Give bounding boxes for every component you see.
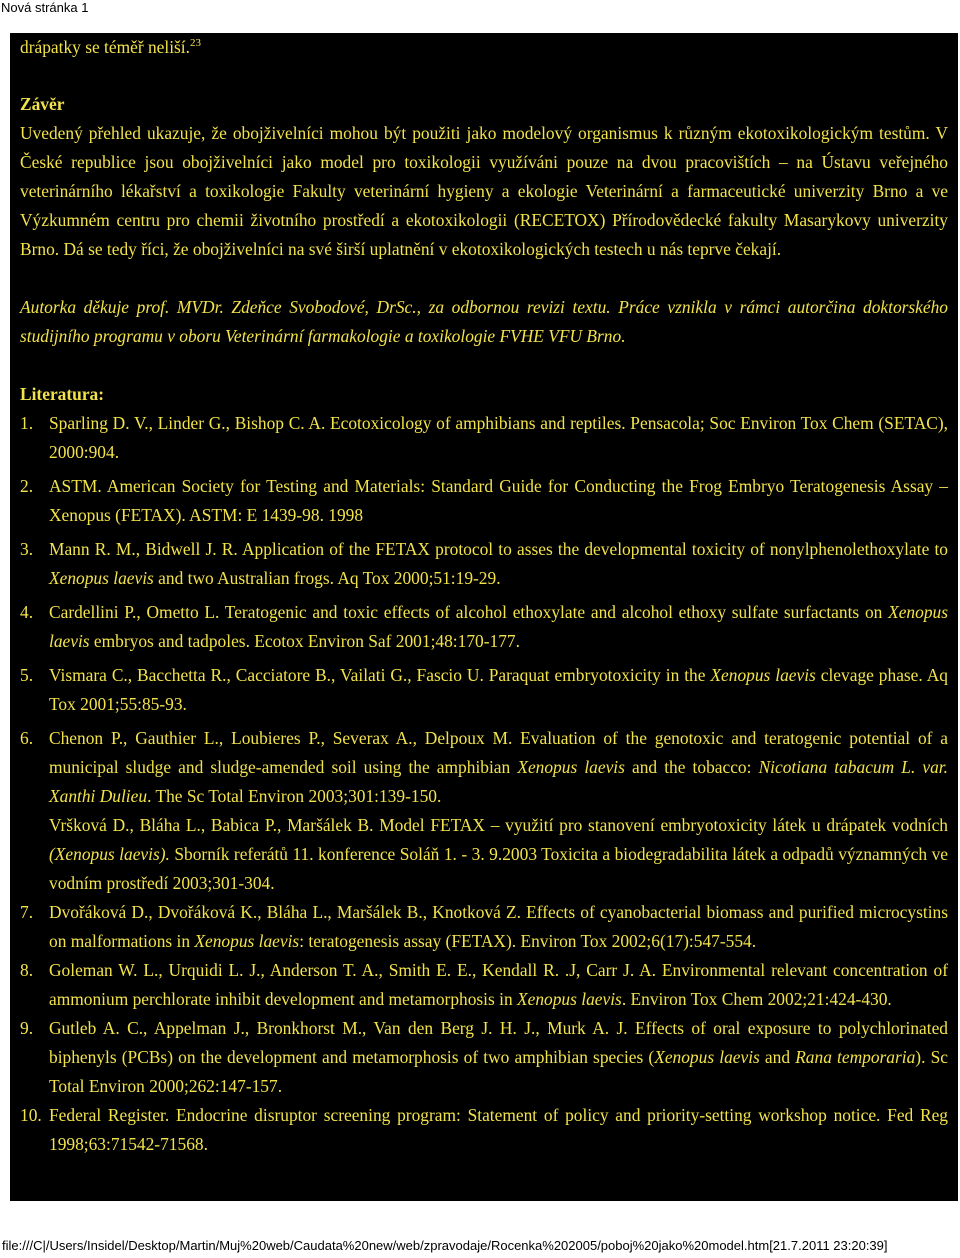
reference-item	[20, 811, 948, 898]
reference-number: 2.	[20, 476, 34, 496]
reference-segment: embryos and tadpoles. Ecotox Environ Saf 2001;48:170-177.	[89, 631, 520, 651]
reference-text	[49, 1101, 948, 1159]
reference-segment: clevage phase. Aq Tox 2001;55:85-93.	[49, 665, 948, 714]
document-body	[10, 33, 958, 1201]
reference-item	[20, 1101, 948, 1159]
reference-segment: Sparling D. V., Linder G., Bishop C. A. Ecotoxicology of amphibians and reptiles. Pensacola; Soc Environ Tox Chem (SETAC), 2000:904.	[49, 413, 948, 462]
reference-text	[49, 472, 948, 530]
reference-item	[20, 661, 948, 719]
reference-segment: Goleman W. L., Urquidi L. J., Anderson T. A., Smith E. E., Kendall R. .J, Carr J. A. Environmental relevant concentration of ammonium perchlorate inhibit development and metamorphosis in	[49, 960, 948, 1009]
reference-segment: and two Australian frogs. Aq Tox 2000;51:19-29.	[153, 568, 501, 588]
reference-text	[49, 661, 948, 719]
reference-number: 9.	[20, 1018, 34, 1038]
reference-item	[20, 598, 948, 656]
reference-segment: ASTM. American Society for Testing and Materials: Standard Guide for Conducting the Frog Embryo Teratogenesis Assay – Xenopus (FETAX). ASTM: E 1439-98. 1998	[49, 476, 948, 525]
reference-item	[20, 535, 948, 593]
intro-text: drápatky se téměř neliší.	[20, 37, 190, 57]
reference-segment: : teratogenesis assay (FETAX). Environ Tox 2002;6(17):547-554.	[299, 931, 757, 951]
species-name: Xenopus laevis	[194, 931, 300, 951]
reference-number: 6.	[20, 728, 34, 748]
reference-segment: . Environ Tox Chem 2002;21:424-430.	[621, 989, 892, 1009]
reference-segment: and the tobacco:	[624, 757, 759, 777]
reference-segment: Mann R. M., Bidwell J. R. Application of the FETAX protocol to asses the developmental toxicity of nonylphenolethoxylate to	[49, 539, 948, 559]
reference-item	[20, 956, 948, 1014]
reference-segment: Dvořáková D., Dvořáková K., Bláha L., Maršálek B., Knotková Z. Effects of cyanobacterial biomass and purified microcystins on malformations in	[49, 902, 948, 951]
species-name: Xenopus laevis	[49, 568, 154, 588]
reference-number: 1.	[20, 413, 34, 433]
reference-segment: and	[759, 1047, 796, 1067]
reference-text	[49, 956, 948, 1014]
reference-item	[20, 898, 948, 956]
reference-segment: Gutleb A. C., Appelman J., Bronkhorst M., Van den Berg J. H. J., Murk A. J. Effects of oral exposure to polychlorinated biphenyls (PCBs) on the development and metamorphosis of two amphibian species (	[49, 1018, 948, 1067]
reference-text	[49, 598, 948, 656]
reference-item	[20, 1014, 948, 1101]
reference-text	[49, 1014, 948, 1101]
species-name: (Xenopus laevis).	[49, 844, 170, 864]
reference-item	[20, 724, 948, 811]
species-name: Nicotiana tabacum L. var. Xanthi Dulieu	[49, 757, 948, 806]
species-name: Xenopus laevis	[654, 1047, 760, 1067]
reference-text	[49, 811, 948, 898]
reference-segment: Federal Register. Endocrine disruptor screening program: Statement of policy and priority-setting workshop notice. Fed Reg 1998;63:71542-71568.	[49, 1105, 948, 1154]
reference-segment: ). Sc Total Environ 2000;262:147-157.	[49, 1047, 948, 1096]
conclusion-paragraph: Uvedený přehled ukazuje, že obojživelníci mohou být použiti jako modelový organismus k různým ekotoxikologickým testům. V České republice jsou obojživelníci jako model pro toxikologii využíváni pouze na dvou pracovištích – na Ústavu veřejného veterinárního lékařství a toxikologie Fakulty veterinární hygieny a ekologie Veterinární a farmaceutické univerzity Brno a ve Výzkumném centru pro chemii životního prostředí a ekotoxikologii (RECETOX) Přírodovědecké fakulty Masarykovy univerzity Brno. Dá se tedy říci, že obojživelníci na své širší uplatnění v ekotoxikologických testech u nás teprve čekají.	[20, 123, 948, 259]
species-name: Xenopus laevis	[710, 665, 816, 685]
reference-number: 10.	[20, 1105, 42, 1125]
reference-segment: Vismara C., Bacchetta R., Cacciatore B., Vailati G., Fascio U. Paraquat embryotoxicity in the	[49, 665, 711, 685]
reference-number	[20, 811, 49, 898]
conclusion-heading: Závěr	[20, 94, 65, 114]
reference-item	[20, 472, 948, 530]
reference-text	[49, 898, 948, 956]
reference-text	[49, 535, 948, 593]
reference-segment: Sborník referátů 11. konference Soláň 1. - 3. 9.2003 Toxicita a biodegradabilita látek a odpadů významných ve vodním prostředí 2003;301-304.	[49, 844, 948, 893]
page-footer-url: file:///C|/Users/Insidel/Desktop/Martin/Muj%20web/Caudata%20new/web/zpravodaje/Rocenka%202005/poboj%20jako%20model.htm[21.7.2011 23:20:39]	[2, 1238, 888, 1253]
reference-segment: Cardellini P., Ometto L. Teratogenic and toxic effects of alcohol ethoxylate and alcohol ethoxy sulfate surfactants on	[49, 602, 889, 622]
reference-text	[49, 724, 948, 811]
reference-item	[20, 409, 948, 467]
reference-segment: . The Sc Total Environ 2003;301:139-150.	[147, 786, 442, 806]
reference-segment: Chenon P., Gauthier L., Loubieres P., Severax A., Delpoux M. Evaluation of the genotoxic and teratogenic potential of a municipal sludge and sludge-amended soil using the amphibian	[49, 728, 948, 777]
species-name: Xenopus laevis	[517, 989, 622, 1009]
species-name: Xenopus laevis	[517, 757, 625, 777]
reference-number: 7.	[20, 902, 34, 922]
species-name: Rana temporaria	[795, 1047, 916, 1067]
reference-number: 8.	[20, 960, 34, 980]
footnote-ref: 23	[189, 37, 201, 49]
species-name: Xenopus laevis	[49, 602, 948, 651]
literature-heading: Literatura:	[20, 384, 105, 404]
reference-text	[49, 409, 948, 467]
acknowledgement: Autorka děkuje prof. MVDr. Zdeňce Svobodové, DrSc., za odbornou revizi textu. Práce vznikla v rámci autorčina doktorského studijního programu v oboru Veterinární farmakologie a toxikologie FVHE VFU Brno.	[20, 297, 948, 346]
reference-number: 3.	[20, 539, 34, 559]
intro-line	[20, 33, 948, 62]
reference-list	[20, 409, 948, 1159]
reference-segment: Vršková D., Bláha L., Babica P., Maršálek B. Model FETAX – využití pro stanovení embryotoxicity látek u drápatek vodních	[49, 815, 948, 835]
reference-number: 4.	[20, 602, 34, 622]
page-title: Nová stránka 1	[1, 0, 89, 15]
reference-number: 5.	[20, 665, 34, 685]
